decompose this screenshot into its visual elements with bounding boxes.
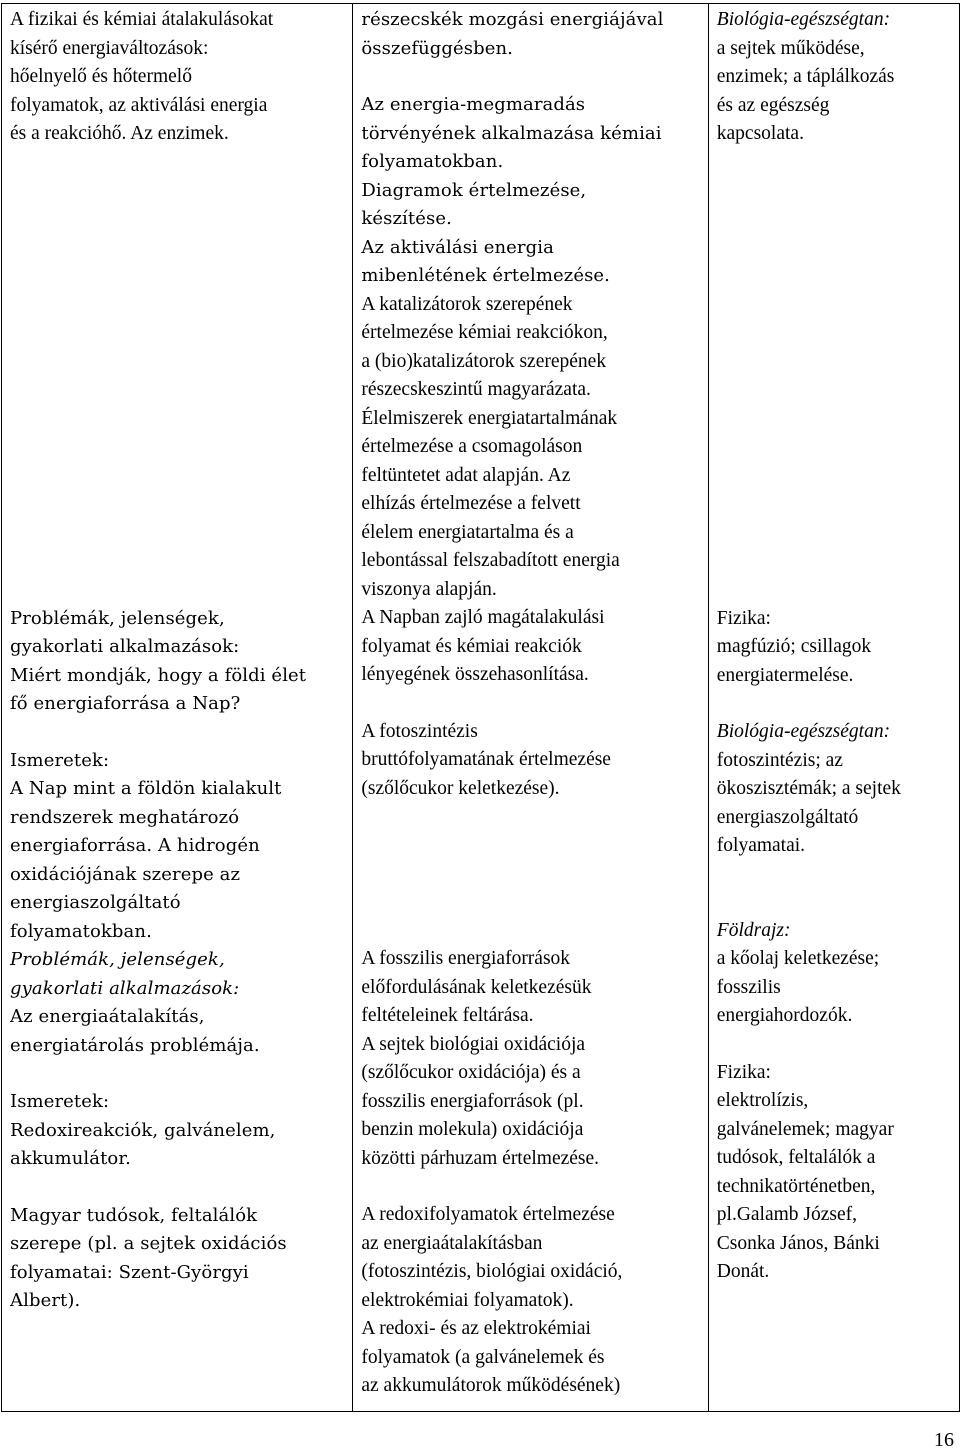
- paragraph-4: A Napban zajló magátalakulási folyamat és kémiai reakciók lényegének összehasonlítása.: [361, 607, 605, 685]
- spacer: [10, 149, 346, 605]
- intro-text: A fizikai és kémiai átalakulásokat kísérő energiaváltozások: hőelnyelő és hőtermelő folyamatok, az aktiválási energia és a reakcióhő. Az enzimek.: [10, 9, 274, 144]
- knowledge-block-1: Ismeretek: A Nap mint a földön kialakult rendszerek meghatározó energiaforrása. A hidrogén oxidációjának szerepe az energiaszolgáltató folyamatokban.: [10, 749, 282, 942]
- connection-biology-1: Biológia-egészségtan: a sejtek működése, enzimek; a táplálkozás és az egészség kapcsolata.: [716, 9, 895, 144]
- paragraph-1: részecskék mozgási energiájával összefüggésben.: [361, 9, 664, 59]
- connections-column: [708, 4, 959, 1412]
- table-row: [2, 4, 960, 1412]
- connection-geography: Földrajz: a kőolaj keletkezése; fosszilis energiahordozók.: [716, 919, 880, 1026]
- connection-physics-2: Fizika: elektrolízis, galvánelemek; magyar tudósok, feltalálók a technikatörténetben, pl.Galamb József, Csonka János, Bánki Donát.: [716, 1061, 894, 1282]
- paragraph-3: A katalizátorok szerepének értelmezése kémiai reakciókon, a (bio)katalizátorok szerepének részecskeszintű magyarázata. Élelmiszerek energiatartalmának értelmezése a csomagoláson feltüntetet adat alapján. Az elhízás értelmezése a felvett élelem energiatartalma és a lebontással felszabadított energia viszonya alapján.: [361, 293, 620, 600]
- spacer: [10, 719, 346, 747]
- paragraph-2: Az energia-megmaradás törvényének alkalmazása kémiai folyamatokban. Diagramok értelmezése, készítése. Az aktiválási energia mibenlétének értelmezése.: [361, 94, 662, 286]
- connection-physics-1: Fizika: magfúzió; csillagok energiatermelése.: [716, 607, 872, 686]
- paragraph-7: A redoxifolyamatok értelmezése az energiaátalakításban (fotoszintézis, biológiai oxidáció, elektrokémiai folyamatok). A redoxi- és az elektrokémiai folyamatok (a galvánelemek és az akkumulátorok működésének): [361, 1204, 623, 1396]
- spacer: [361, 803, 701, 945]
- spacer: [10, 1174, 346, 1202]
- spacer: [717, 149, 953, 605]
- curriculum-table: [1, 3, 960, 1412]
- page-number: 16: [934, 1429, 954, 1451]
- spacer: [10, 1060, 346, 1088]
- spacer: [717, 1031, 953, 1059]
- spacer: [717, 690, 953, 718]
- activities-column: [353, 4, 708, 1412]
- spacer: [717, 861, 953, 917]
- paragraph-5: A fotoszintézis bruttófolyamatának értelmezése (szőlőcukor keletkezése).: [361, 720, 611, 799]
- spacer: [361, 63, 701, 91]
- spacer: [361, 690, 701, 718]
- spacer: [361, 1173, 701, 1201]
- scientists-block: Magyar tudósok, feltalálók szerepe (pl. a sejtek oxidációs folyamatai: Szent-Györgyi Albert).: [10, 1204, 287, 1311]
- problems-block-1: Problémák, jelenségek, gyakorlati alkalmazások: Miért mondják, hogy a földi élet fő energiaforrása a Nap?: [10, 607, 307, 714]
- connection-biology-2: Biológia-egészségtan: fotoszintézis; az ökoszisztémák; a sejtek energiaszolgáltató folyamatai.: [716, 721, 901, 856]
- topics-column: [2, 4, 353, 1412]
- problems-block-2: Problémák, jelenségek, gyakorlati alkalmazások: Az energiaátalakítás, energiatárolás problémája.: [10, 949, 260, 1056]
- paragraph-6: A fosszilis energiaforrások előfordulásának keletkezésük feltételeinek feltárása. A sejtek biológiai oxidációja (szőlőcukor oxidációja) és a fosszilis energiaforrások (pl. benzin molekula) oxidációja közötti párhuzam értelmezése.: [361, 948, 600, 1169]
- knowledge-block-2: Ismeretek: Redoxireakciók, galvánelem, akkumulátor.: [10, 1091, 276, 1169]
